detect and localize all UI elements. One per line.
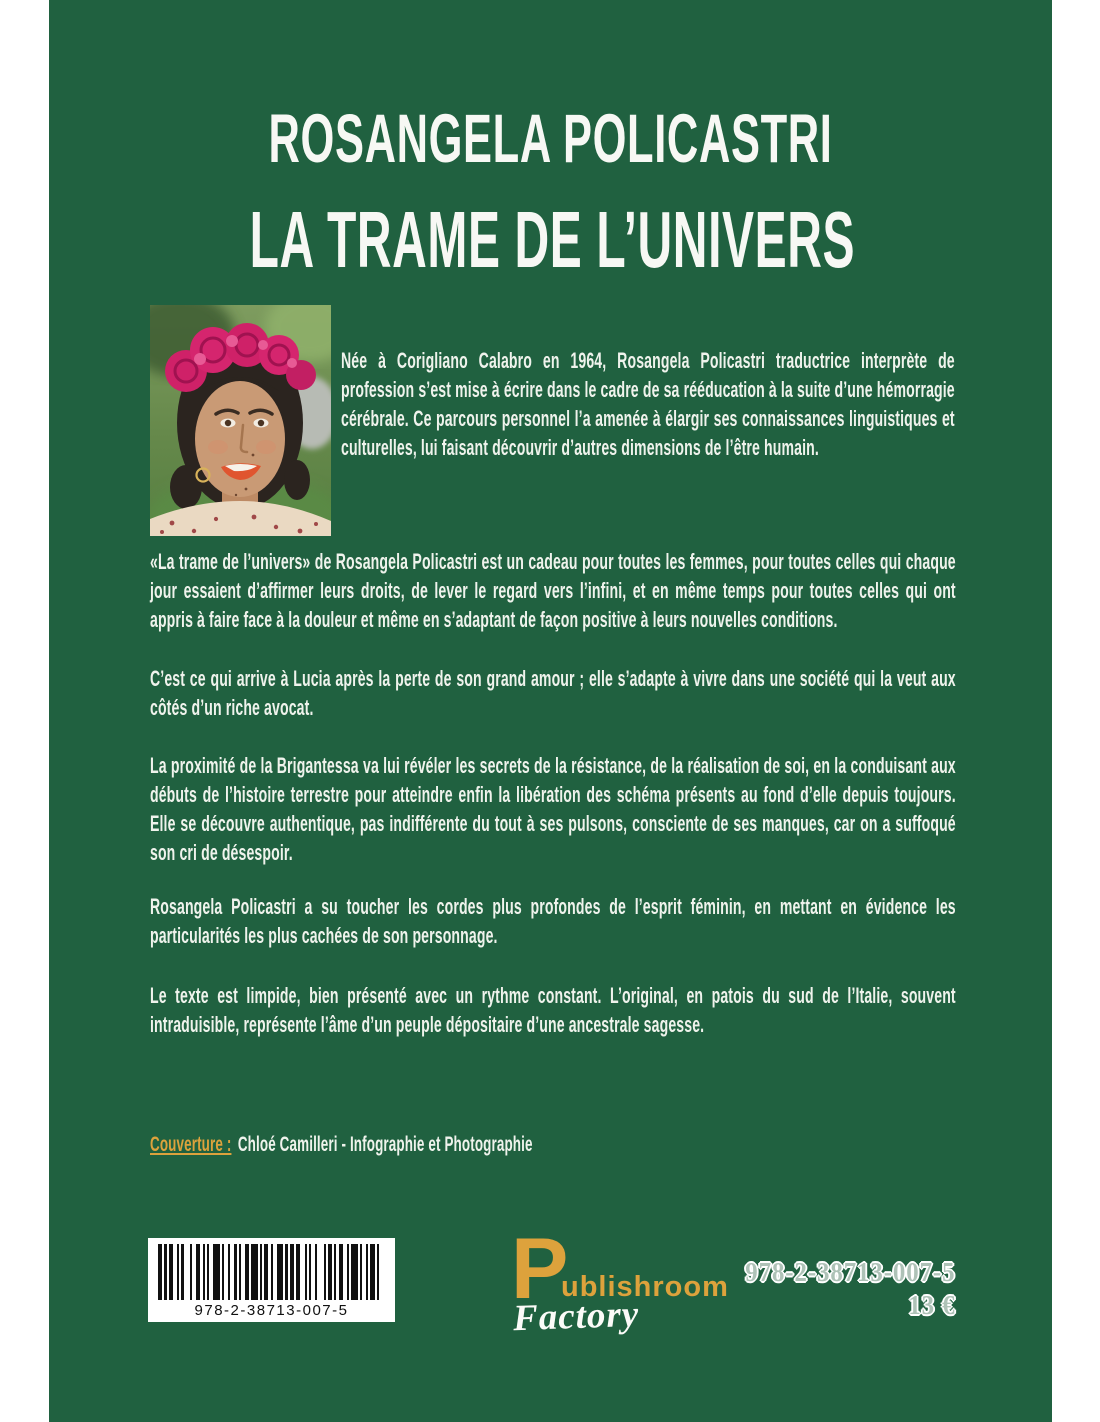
barcode [148, 1238, 395, 1322]
barcode-number: 978-2-38713-007-5 [194, 1302, 349, 1319]
book-title: LA TRAME DE L’UNIVERS [249, 195, 856, 284]
publisher-logo [511, 1221, 729, 1340]
author-bio: Née à Corigliano Calabro en 1964, Rosangela Policastri traductrice interprète de profession s’est mise à écrire dans le cadre de sa rééducation à la suite d’une hémorragie cérébrale. Ce parcours personnel l’a amenée à élargir ses connaissances linguistiques et culturelles, lui faisant découvrir d’autres dimensions de l’être humain. [341, 348, 955, 460]
book-back-cover [49, 0, 1052, 1422]
isbn-number: 978-2-38713-007-5 [744, 1257, 955, 1287]
synopsis-paragraph: Rosangela Policastri a su toucher les cordes plus profondes de l’esprit féminin, en mettant en évidence les particularités les plus cachées de son personnage. [150, 894, 956, 948]
isbn-price-block [727, 1256, 955, 1322]
credit-label: Couverture : [150, 1133, 232, 1156]
credit-text: Chloé Camilleri - Infographie et Photographie [237, 1133, 533, 1156]
author-photo [150, 305, 331, 536]
author-name: ROSANGELA POLICASTRI [268, 100, 833, 177]
cover-credit-line [150, 1130, 918, 1159]
synopsis-paragraph: «La trame de l’univers» de Rosangela Policastri est un cadeau pour toutes les femmes, pour toutes celles qui chaque jour essaient d’affirmer leurs droits, de lever le regard vers l’infini, et en même temps pour toutes celles qui ont appris à faire face à la douleur et même en s’adaptant de façon positive à leurs nouvelles conditions. [150, 549, 956, 632]
publisher-logo-factory: Factory [512, 1293, 640, 1340]
publisher-logo-initial: P [511, 1221, 569, 1317]
barcode-bars [158, 1244, 385, 1300]
synopsis-paragraph: Le texte est limpide, bien présenté avec un rythme constant. L’original, en patois du sud de l’Italie, souvent intraduisible, représente l’âme d’un peuple dépositaire d’une ancestrale sagesse. [150, 983, 956, 1037]
synopsis-paragraph: La proximité de la Brigantessa va lui révéler les secrets de la résistance, de la réalisation de soi, en la conduisant aux débuts de l’histoire terrestre pour atteindre enfin la libération des schéma présents au fond d’elle depuis toujours. Elle se découvre authentique, pas indifférente du tout à ses pulsons, consciente de ses manques, car on a suffoqué son cri de désespoir. [150, 753, 956, 865]
price: 13 € [907, 1290, 955, 1320]
synopsis-paragraph: C’est ce qui arrive à Lucia après la perte de son grand amour ; elle s’adapte à vivre dans une société qui la veut aux côtés d’un riche avocat. [150, 666, 956, 720]
publisher-logo-name: ublishroom [561, 1271, 729, 1303]
